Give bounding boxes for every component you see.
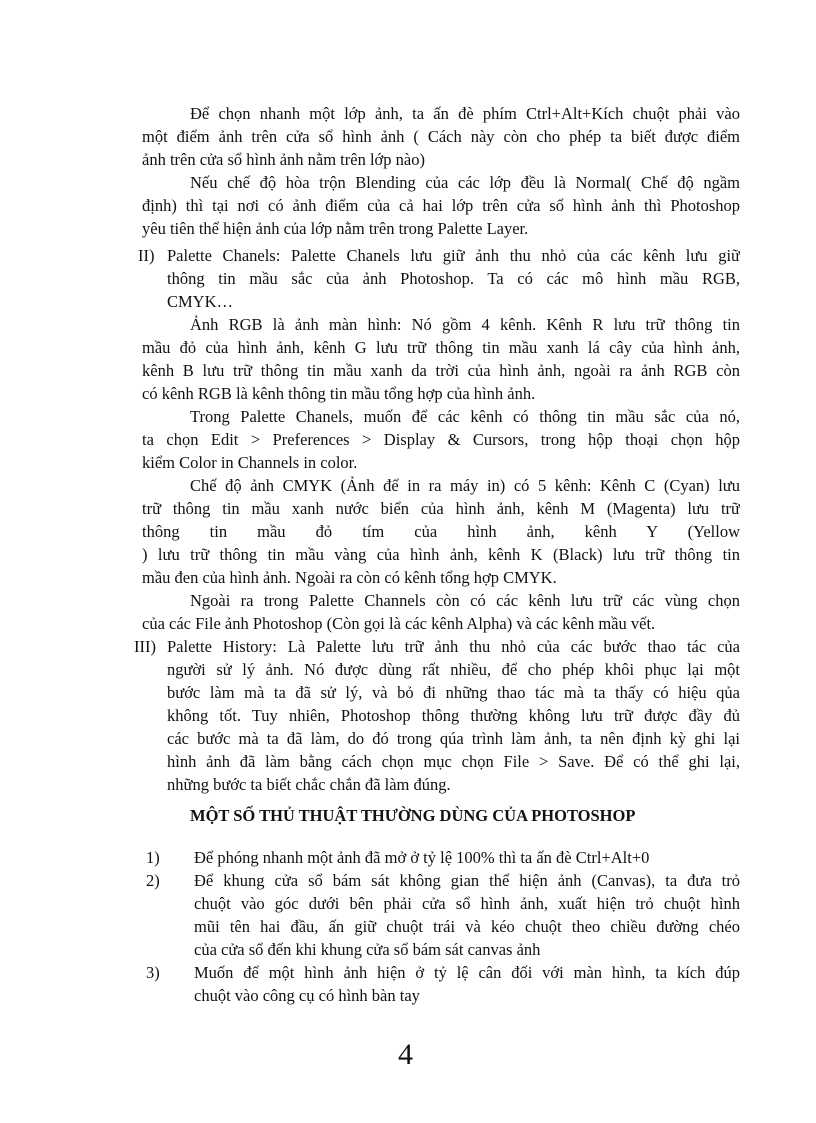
cmyk-line: thông tin mầu đỏ tím của hình ảnh, kênh Y (Yellow (142, 522, 740, 541)
rgb-line: có kênh RGB là kênh thông tin mầu tổng hợp của hình ảnh. (142, 384, 536, 403)
prefs-line: kiểm Color in Channels in color. (142, 453, 358, 472)
paragraph-line: Nếu chế độ hòa trộn Blending của các lớp đều là Normal( Chế độ ngầm (190, 173, 740, 192)
rgb-line: kênh B lưu trữ thông tin mầu xanh da trời của hình ảnh, ngoài ra ảnh RGB còn (142, 361, 740, 380)
tip-line: Để khung cửa sổ bám sát không gian thể hiện ảnh (Canvas), ta đưa trỏ (194, 871, 740, 890)
prefs-line: ta chọn Edit > Preferences > Display & Cursors, trong hộp thoại chọn hộp (142, 430, 740, 449)
tip-line: Để phóng nhanh một ảnh đã mở ở tỷ lệ 100% thì ta ấn đè Ctrl+Alt+0 (194, 848, 650, 867)
paragraph-line: ảnh trên cửa sổ hình ảnh nằm trên lớp nào) (142, 150, 425, 169)
section-iii-line: Palette History: Là Palette lưu trữ ảnh thu nhỏ của các bước thao tác của (167, 637, 740, 656)
paragraph-line: Để chọn nhanh một lớp ảnh, ta ấn đè phím Ctrl+Alt+Kích chuột phải vào (190, 104, 740, 123)
tip-line: chuột vào góc dưới bên phải cửa sổ hình ảnh, xuất hiện trỏ chuột hình (194, 894, 740, 913)
tip-line: của cửa sổ đến khi khung cửa sổ bám sát canvas ảnh (194, 940, 541, 959)
tip-line: chuột vào công cụ có hình bàn tay (194, 986, 420, 1005)
tip-number: 3) (146, 963, 160, 982)
tip-number: 2) (146, 871, 160, 890)
section-iii-line: người sử lý ảnh. Nó được dùng rất nhiều, để cho phép khôi phục lại một (167, 660, 740, 679)
cmyk-line: trữ thông tin mầu xanh nước biển của hình ảnh, kênh M (Magenta) lưu trữ (142, 499, 740, 518)
paragraph-line: một điểm ảnh trên cửa sổ hình ảnh ( Cách này còn cho phép ta biết được điểm (142, 127, 740, 146)
paragraph-line: yêu tiên thể hiện ảnh của lớp nằm trên trong Palette Layer. (142, 219, 529, 238)
paragraph-line: định) thì tại nơi có ảnh điểm của cả hai lớp trên cửa sổ hình ảnh thì Photoshop (142, 196, 740, 215)
section-iii-line: hình ảnh đã làm bằng cách chọn mục chọn File > Save. Để có thể ghi lại, (167, 752, 740, 771)
rgb-line: Ảnh RGB là ảnh màn hình: Nó gồm 4 kênh. Kênh R lưu trữ thông tin (190, 315, 740, 334)
rgb-line: mầu đỏ của hình ảnh, kênh G lưu trữ thông tin mầu xanh lá cây của hình ảnh, (142, 338, 740, 357)
cmyk-line: mầu đen của hình ảnh. Ngoài ra còn có kênh tổng hợp CMYK. (142, 568, 557, 587)
alpha-line: của các File ảnh Photoshop (Còn gọi là các kênh Alpha) và các kênh mầu vết. (142, 614, 656, 633)
section-iii-line: không tốt. Tuy nhiên, Photoshop thông thường không lưu trữ được đầy đủ (167, 706, 740, 725)
tip-line: mũi tên hai đầu, ấn giữ chuột trái và kéo chuột theo chiều đường chéo (194, 917, 740, 936)
cmyk-line: Chế độ ảnh CMYK (Ảnh để in ra máy in) có 5 kênh: Kênh C (Cyan) lưu (190, 476, 740, 495)
tip-line: Muốn để một hình ảnh hiện ở tỷ lệ cân đối với màn hình, ta kích đúp (194, 963, 740, 982)
section-iii-line: bước làm mà ta đã sử lý, và bỏ đi những thao tác mà ta thấy có hiệu qủa (167, 683, 740, 702)
prefs-line: Trong Palette Chanels, muốn để các kênh có thông tin mầu sắc của nó, (190, 407, 740, 426)
section-ii-line: CMYK… (167, 292, 234, 311)
section-ii-line: Palette Chanels: Palette Chanels lưu giữ ảnh thu nhỏ của các kênh lưu giữ (167, 246, 740, 265)
tips-heading: MỘT SỐ THỦ THUẬT THƯỜNG DÙNG CỦA PHOTOSHOP (190, 806, 636, 825)
cmyk-line: ) lưu trữ thông tin mầu vàng của hình ảnh, kênh K (Black) lưu trữ thông tin (142, 545, 740, 564)
section-ii-line: thông tin mầu sắc của ảnh Photoshop. Ta có các mô hình mầu RGB, (167, 269, 740, 288)
section-iii-line: các bước mà ta đã làm, do đó trong qúa trình làm ảnh, ta nên định kỳ ghi lại (167, 729, 740, 748)
tip-number: 1) (146, 848, 160, 867)
section-iii-line: những bước ta biết chắc chắn đã làm đúng. (167, 775, 451, 794)
section-iii-label: III) (134, 637, 156, 656)
section-ii-label: II) (138, 246, 155, 265)
alpha-line: Ngoài ra trong Palette Channels còn có các kênh lưu trữ các vùng chọn (190, 591, 740, 610)
page-number: 4 (398, 1038, 413, 1071)
